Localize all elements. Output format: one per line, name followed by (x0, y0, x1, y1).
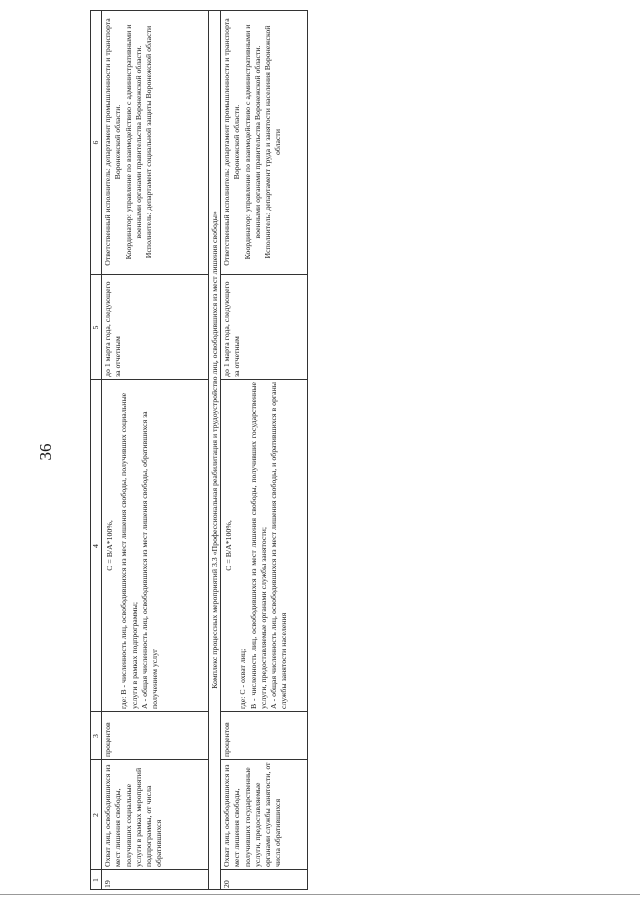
indicators-table (90, 10, 308, 890)
row-20-executors (221, 10, 307, 274)
row-19-number: 19 (103, 880, 112, 888)
row-19-executor: Исполнитель: департамент социальной защиты Воронежской области (144, 25, 154, 259)
row-19-formula: C = B/A*100%, (105, 520, 114, 571)
row-19-calculation (102, 380, 208, 711)
header-col-1: 1 (91, 878, 100, 882)
row-19-unit: процентов (103, 722, 112, 757)
table-bottom-border (307, 10, 308, 890)
header-col-5: 5 (91, 325, 100, 330)
header-col-2: 2 (91, 813, 100, 817)
row-20-calculation (221, 380, 307, 711)
header-col-4: 4 (91, 544, 100, 548)
row-20-executor: Исполнитель: департамент труда и занятости населения Воронежской области (263, 25, 283, 259)
row-19-deadline: до 1 марта года, следующего за отчетным (103, 281, 123, 377)
row-20-where-2: В - численность лиц, освободившихся из мест лишения свободы, получивших государственные услуги, предоставляемые органами службы занятости; (248, 382, 268, 709)
row-20-formula: C = B/A*100%, (224, 520, 233, 571)
row-20-coordinator: Координатор: управление по взаимодействию с административными и военными органами правительства Воронежской области. (242, 24, 262, 260)
row-20-where-3: А - общая численность лиц, освободившихся из мест лишения свободы, и обратившихся в органы службы занятости населения (269, 382, 289, 709)
row-19-where-2: А - общая численность лиц, освободившихся из мест лишения свободы, обратившихся за получением услуг (139, 411, 160, 709)
row-20-indicator-name: Охват лиц, освободившихся из мест лишения свободы, получивших государственные услуги, предоставляемые органами службы занятости, от числа обратившихся (222, 762, 283, 867)
table-rotation-frame (90, 10, 640, 890)
page-number: 36 (36, 443, 55, 461)
row-20-deadline: до 1 марта года, следующего за отчетным (222, 281, 242, 377)
row-19-responsible: Ответственный исполнитель: департамент промышленности и транспорта Воронежской области. (103, 18, 123, 266)
row-20-responsible: Ответственный исполнитель: департамент промышленности и транспорта Воронежской области. (222, 18, 242, 266)
header-col-3: 3 (91, 734, 100, 738)
row-20-unit: процентов (222, 722, 231, 757)
row-19-executors (102, 10, 208, 274)
row-20-number: 20 (222, 880, 231, 888)
row-19-coordinator: Координатор: управление по взаимодействию с административными и военными органами правительства Воронежской области. (123, 24, 143, 260)
section-heading: Комплекс процессных мероприятий 3.3 «Профессиональная реабилитация и трудоустройство лиц, освободившихся из мест лишения свободы» (210, 211, 219, 689)
header-col-6: 6 (91, 140, 100, 145)
page-bottom-rule (0, 894, 640, 895)
row-19-indicator-name: Охват лиц, освободившихся из мест лишения свободы, получивших социальные услуги в рамках мероприятий подпрограммы, от числа обратившихся (103, 764, 164, 867)
row-20-where-1: где: С - охват лиц; (238, 648, 248, 709)
row-19-where-1: где: В - численность лиц, освободившихся из мест лишения свободы, получивших социальные услуги в рамках подпрограммы; (119, 392, 139, 709)
